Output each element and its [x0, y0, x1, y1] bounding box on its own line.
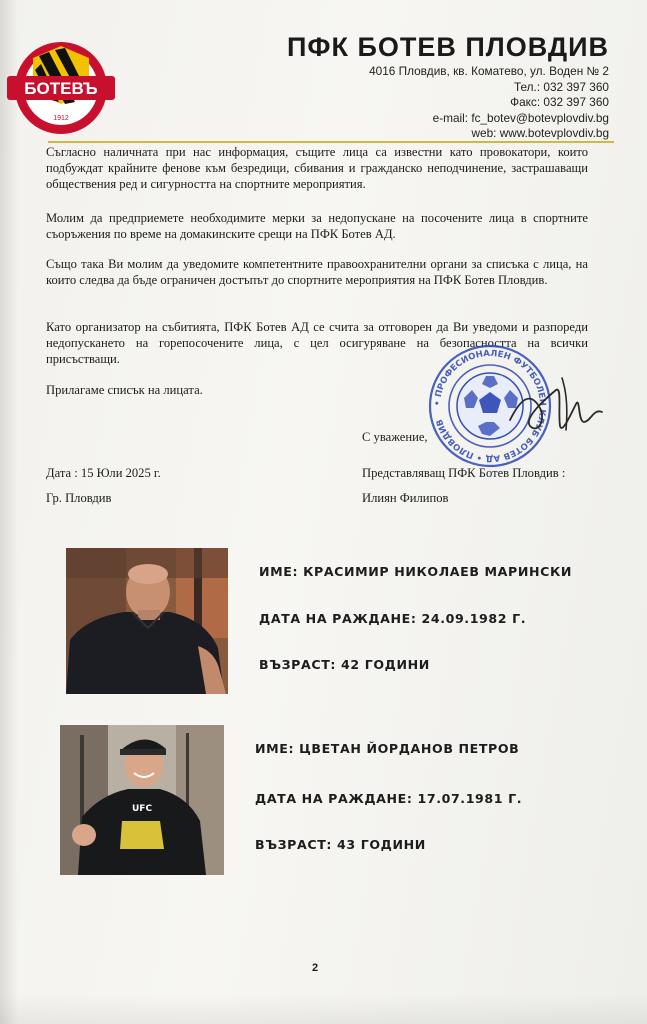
- contact-block: [369, 64, 609, 142]
- club-name: ПФК БОТЕВ ПЛОВДИВ: [287, 32, 609, 62]
- person-2-age: ВЪЗРАСТ: 43 ГОДИНИ: [255, 837, 426, 852]
- paragraph-1: Съгласно наличната при нас информация, същите лица са известни като провокатори, които подбуждат крайните фенове към безредици, сбивания и гражданско неподчинение, застрашаващи обществения ред и сигурността на спортните мероприятия.: [46, 145, 588, 192]
- page-shadow-bottom: [0, 994, 647, 1024]
- representative-name: Илиян Филипов: [362, 491, 449, 505]
- representative-label: Представляващ ПФК Ботев Пловдив :: [362, 466, 566, 480]
- svg-text:1912: 1912: [53, 115, 69, 122]
- person-1-name: ИМЕ: КРАСИМИР НИКОЛАЕВ МАРИНСКИ: [259, 564, 572, 579]
- paragraph-3: Също така Ви молим да уведомите компетентните правоохранителни органи за списъка с лица, на които следва да бъде ограничен достъпът до спортните мероприятия на ПФК Ботев Пловдив.: [46, 257, 588, 288]
- email-line: e-mail: fc_botev@botevplovdiv.bg: [432, 110, 609, 125]
- fax-line: Факс: 032 397 360: [510, 95, 609, 110]
- phone-line: Тел.: 032 397 360: [513, 79, 609, 94]
- person-1-photo: [66, 548, 228, 694]
- paragraph-5: Прилагаме списък на лицата.: [46, 383, 203, 397]
- paragraph-2: Молим да предприемете необходимите мерки за недопускане на посочените лица в спортните съоръжения по време на домакинските срещи на ПФК Ботев АД.: [46, 211, 588, 242]
- page-shadow-left: [0, 0, 18, 1024]
- document-date: Дата : 15 Юли 2025 г.: [46, 466, 161, 480]
- web-line: web: www.botevplovdiv.bg: [471, 126, 609, 141]
- regards-text: С уважение,: [362, 430, 428, 444]
- signature: [500, 360, 610, 450]
- document-city: Гр. Пловдив: [46, 491, 112, 505]
- address-line: 4016 Пловдив, кв. Коматево, ул. Воден № 2: [369, 64, 609, 78]
- person-2-name: ИМЕ: ЦВЕТАН ЙОРДАНОВ ПЕТРОВ: [255, 741, 520, 756]
- person-1-age: ВЪЗРАСТ: 42 ГОДИНИ: [259, 657, 430, 672]
- person-2-photo: [60, 725, 224, 875]
- svg-text:БОТЕВЪ: БОТЕВЪ: [24, 79, 98, 98]
- svg-text:• ПРОФЕСИОНАЛЕН ФУТБОЛЕН КЛУБ: • ПРОФЕСИОНАЛЕН ФУТБОЛЕН КЛУБ БОТЕВ АД • ПЛОВДИВ: [432, 348, 548, 464]
- header-divider: [48, 141, 614, 143]
- person-2-birthdate: ДАТА НА РАЖДАНЕ: 17.07.1981 Г.: [255, 791, 523, 806]
- botev-logo: [5, 36, 117, 136]
- person-1-birthdate: ДАТА НА РАЖДАНЕ: 24.09.1982 Г.: [259, 611, 527, 626]
- paragraph-4: Като организатор на събитията, ПФК Ботев АД се счита за отговорен да Ви уведоми и разпореди недопускането на горепосочените лица, с цел осигуряване на безопасността на всички присъстващи.: [46, 320, 588, 367]
- svg-text:UFC: UFC: [132, 804, 153, 814]
- page-number: 2: [312, 962, 319, 974]
